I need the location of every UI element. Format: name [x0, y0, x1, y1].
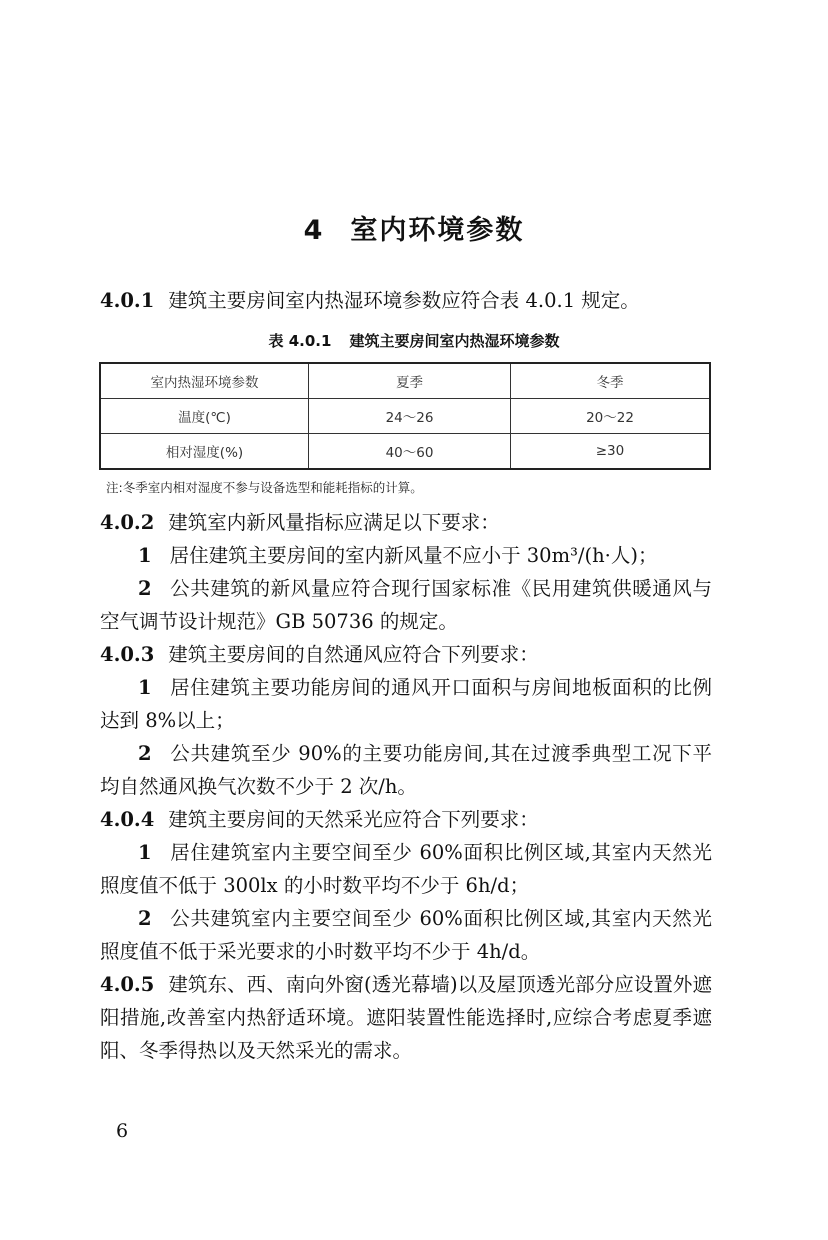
table-header-cell: 夏季: [309, 363, 511, 399]
environment-parameter-table: [99, 362, 711, 470]
table-row: [100, 434, 710, 470]
table-cell: 24～26: [309, 399, 511, 434]
item-number: 1: [138, 841, 152, 864]
item-text: 居住建筑主要房间的室内新风量不应小于 30m³/(h·人)；: [169, 544, 658, 567]
list-item: [100, 902, 712, 968]
item-text: 公共建筑至少 90%的主要功能房间,其在过渡季典型工况下平均自然通风换气次数不少于 2 次/h。: [100, 742, 712, 798]
clause-text: 建筑室内新风量指标应满足以下要求：: [168, 511, 500, 534]
clause-4-0-3: [100, 638, 712, 671]
clause-4-0-4: [100, 803, 712, 836]
item-text: 公共建筑室内主要空间至少 60%面积比例区域,其室内天然光照度值不低于采光要求的小时数平均不少于 4h/d。: [100, 907, 712, 963]
table-note: 注:冬季室内相对湿度不参与设备选型和能耗指标的计算。: [106, 480, 423, 495]
list-item: [100, 737, 712, 803]
table-cell: 40～60: [309, 434, 511, 470]
table-caption: [0, 330, 828, 351]
clause-number: 4.0.4: [100, 808, 155, 831]
clause-text: 建筑主要房间的天然采光应符合下列要求：: [168, 808, 539, 831]
table-caption-title: 建筑主要房间室内热湿环境参数: [349, 332, 560, 350]
table-cell: 20～22: [511, 399, 711, 434]
item-text: 居住建筑室内主要空间至少 60%面积比例区域,其室内天然光照度值不低于 300lx 的小时数平均不少于 6h/d；: [100, 841, 712, 897]
clause-text: 建筑主要房间的自然通风应符合下列要求：: [168, 643, 539, 666]
table-row: [100, 399, 710, 434]
item-number: 1: [138, 544, 152, 567]
clause-4-0-5: [100, 968, 712, 1067]
page-number: 6: [116, 1120, 129, 1142]
item-number: 1: [138, 676, 152, 699]
clause-number: 4.0.1: [100, 289, 155, 312]
item-number: 2: [138, 577, 152, 600]
clause-4-0-1: [100, 284, 712, 317]
chapter-title-text: 室内环境参数: [350, 215, 525, 246]
list-item: [100, 572, 712, 638]
list-item: [100, 671, 712, 737]
clause-number: 4.0.5: [100, 973, 155, 996]
clause-4-0-2: [100, 506, 712, 539]
item-number: 2: [138, 742, 152, 765]
item-number: 2: [138, 907, 152, 930]
item-text: 公共建筑的新风量应符合现行国家标准《民用建筑供暖通风与空气调节设计规范》GB 50736 的规定。: [100, 577, 712, 633]
table-cell: 温度(℃): [100, 399, 309, 434]
clause-number: 4.0.3: [100, 643, 155, 666]
table-caption-number: 表 4.0.1: [268, 332, 332, 350]
clause-number: 4.0.2: [100, 511, 155, 534]
item-text: 居住建筑主要功能房间的通风开口面积与房间地板面积的比例达到 8%以上；: [100, 676, 712, 732]
clause-text: 建筑主要房间室内热湿环境参数应符合表 4.0.1 规定。: [168, 289, 640, 312]
list-item: [100, 836, 712, 902]
table-cell: ≥30: [511, 434, 711, 470]
table-header-row: [100, 363, 710, 399]
table-header-cell: 室内热湿环境参数: [100, 363, 309, 399]
table-cell: 相对湿度(%): [100, 434, 309, 470]
chapter-title: [0, 208, 828, 247]
clause-text: 建筑东、西、南向外窗(透光幕墙)以及屋顶透光部分应设置外遮阳措施,改善室内热舒适环境。遮阳装置性能选择时,应综合考虑夏季遮阳、冬季得热以及天然采光的需求。: [100, 973, 712, 1062]
clauses-body: [100, 506, 712, 1067]
chapter-number: 4: [303, 215, 325, 246]
list-item: [100, 539, 712, 572]
table-header-cell: 冬季: [511, 363, 711, 399]
